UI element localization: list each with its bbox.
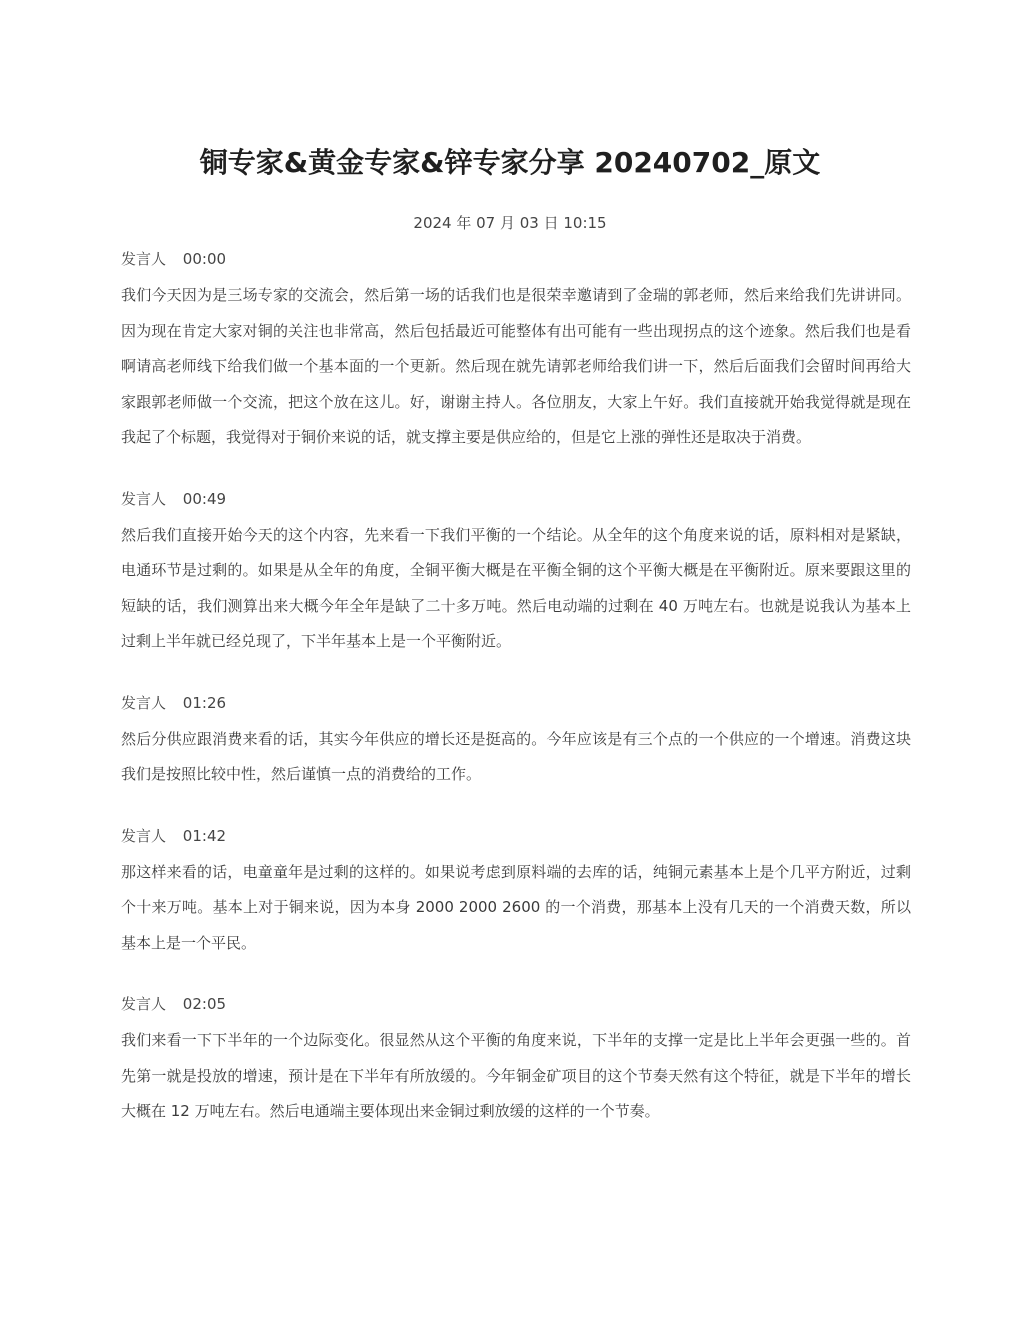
transcript-section	[121, 246, 911, 456]
speaker-header	[121, 991, 911, 1017]
transcript-paragraph: 然后分供应跟消费来看的话，其实今年供应的增长还是挺高的。今年应该是有三个点的一个供应的一个增速。消费这块我们是按照比较中性，然后谨慎一点的消费给的工作。	[121, 729, 911, 783]
speaker-timestamp: 01:42	[182, 826, 227, 845]
speaker-timestamp: 00:49	[182, 489, 227, 508]
speaker-timestamp: 02:05	[182, 995, 227, 1013]
speaker-timestamp: 01:26	[182, 693, 227, 712]
speaker-name: 发言人	[121, 693, 167, 712]
transcript-body	[121, 246, 911, 1160]
transcript-section	[121, 486, 911, 660]
document-date: 2024 年 07 月 03 日 10:15	[413, 214, 607, 232]
transcript-section	[121, 690, 911, 793]
document-title: 铜专家&黄金专家&锌专家分享 20240702_原文	[199, 146, 821, 179]
speaker-header	[121, 246, 911, 272]
speaker-header	[121, 690, 911, 716]
speaker-name: 发言人	[121, 489, 167, 508]
speaker-name: 发言人	[121, 250, 167, 268]
speaker-header	[121, 823, 911, 849]
transcript-section	[121, 991, 911, 1130]
speaker-name: 发言人	[121, 995, 167, 1013]
transcript-paragraph: 那这样来看的话，电童童年是过剩的这样的。如果说考虑到原料端的去库的话，纯铜元素基本上是个几平方附近，过剩个十来万吨。基本上对于铜来说，因为本身 2000 2000 2600 的一个消费，那基本上没有几天的一个消费天数，所以基本上是一个平民。	[121, 862, 911, 952]
speaker-name: 发言人	[121, 826, 167, 845]
transcript-section	[121, 823, 911, 962]
transcript-paragraph: 我们来看一下下半年的一个边际变化。很显然从这个平衡的角度来说，下半年的支撑一定是比上半年会更强一些的。首先第一就是投放的增速，预计是在下半年有所放缓的。今年铜金矿项目的这个节奏天然有这个特征，就是下半年的增长大概在 12 万吨左右。然后电通端主要体现出来金铜过剩放缓的这样的一个节奏。	[121, 1031, 911, 1120]
speaker-header	[121, 486, 911, 512]
transcript-paragraph: 我们今天因为是三场专家的交流会，然后第一场的话我们也是很荣幸邀请到了金瑞的郭老师，然后来给我们先讲讲同。因为现在肯定大家对铜的关注也非常高，然后包括最近可能整体有出可能有一些出现拐点的这个迹象。然后我们也是看啊请高老师线下给我们做一个基本面的一个更新。然后现在就先请郭老师给我们讲一下，然后后面我们会留时间再给大家跟郭老师做一个交流，把这个放在这儿。好，谢谢主持人。各位朋友，大家上午好。我们直接就开始我觉得就是现在我起了个标题，我觉得对于铜价来说的话，就支撑主要是供应给的，但是它上涨的弹性还是取决于消费。	[121, 286, 911, 446]
transcript-paragraph: 然后我们直接开始今天的这个内容，先来看一下我们平衡的一个结论。从全年的这个角度来说的话，原料相对是紧缺，电通环节是过剩的。如果是从全年的角度，全铜平衡大概是在平衡全铜的这个平衡大概是在平衡附近。原来要跟这里的短缺的话，我们测算出来大概今年全年是缺了二十多万吨。然后电动端的过剩在 40 万吨左右。也就是说我认为基本上过剩上半年就已经兑现了，下半年基本上是一个平衡附近。	[121, 525, 911, 650]
speaker-timestamp: 00:00	[182, 250, 227, 268]
